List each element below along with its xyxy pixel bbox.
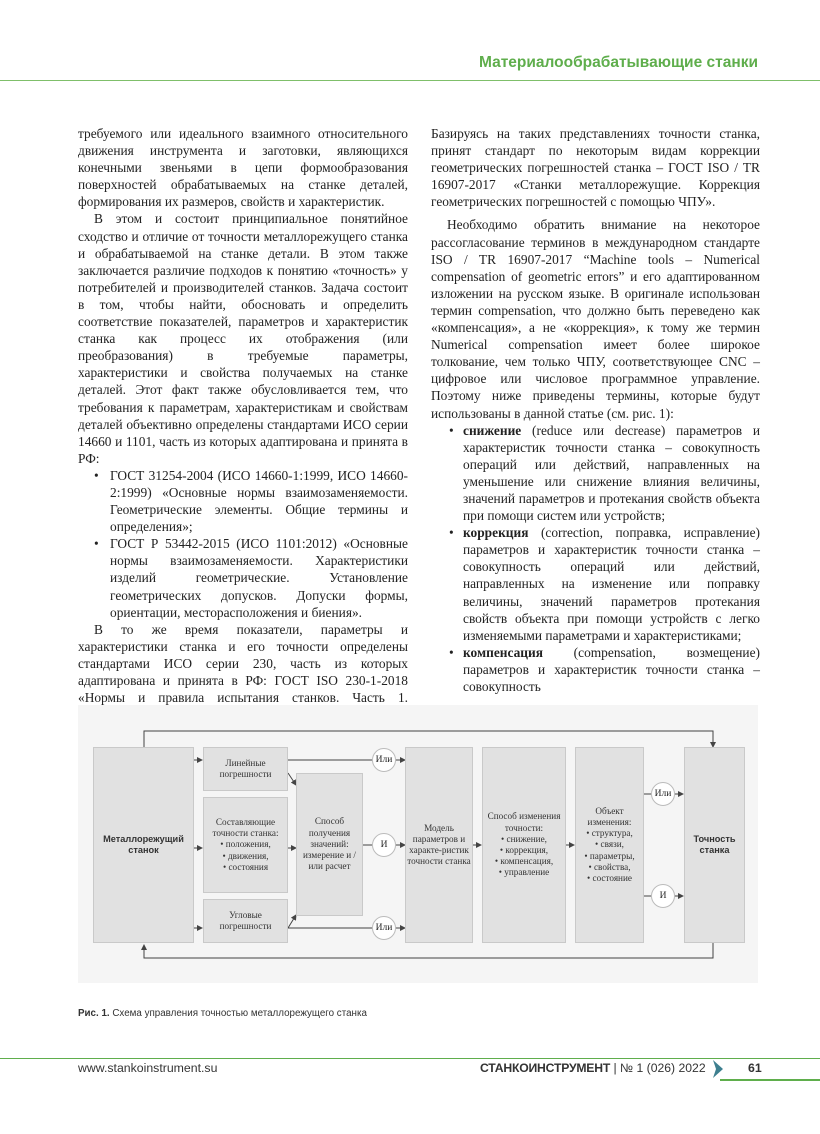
footer-divider <box>0 1058 820 1059</box>
header-divider <box>0 80 820 81</box>
or-node: Или <box>372 916 396 940</box>
term-item <box>463 644 760 695</box>
term-definition: (compensation, возмещение) параметров и характеристик точности станка – совокупность <box>463 644 760 694</box>
standard-item: • ГОСТ 31254-2004 (ИСО 14660-1:1999, ИСО 14660-2:1999) «Основные нормы взаимозаменяемости. Геометрические элементы. Общие термины и определения»; <box>110 467 408 535</box>
caption-text: Схема управления точностью металлорежущего станка <box>109 1008 367 1019</box>
right-paragraph-2: Необходимо обратить внимание на некоторое рассогласование терминов в международном стандарте ISO / TR 16907-2017 “Machine tools – Numerical compensation of geometric errors” и его адаптированном изложении на русском языке. В оригинале использован термин compensation, что должно быть переведено как «компенсация», а не «коррекция», к тому же термин Numerical compensation имеет более широкое толкование, чем только ЧПУ, соответствующее CNC – цифровое или числовое программное управление. Поэтому ниже приведены термины, которые будут использованы в данной статье (см. рис. 1): <box>431 217 760 421</box>
issue-number: № 1 (026) 2022 <box>620 1061 706 1075</box>
left-paragraph-1: требуемого или идеального взаимного относительного движения инструмента и заготовки, являющихся конечными звеньями в цепи формообразования поверхностей обрабатываемых на станке деталей, формирования их размеров, свойств и характеристик. <box>78 126 408 210</box>
angular-errors-box: Угловые погрешности <box>203 899 288 943</box>
linear-errors-box: Линейные погрешности <box>203 747 288 791</box>
term-item <box>463 524 760 644</box>
left-paragraph-2: В этом и состоит принципиальное понятийное сходство и отличие от точности металлорежущего станка и обрабатываемой на станке детали. В этом также заключается различие подходов к понятию «точность» у потребителей и производителей станков. Задача состоит в том, чтобы найти, обосновать и определить соответствие показателей, параметров и характеристик станка как процесс их отображения (или преобразования) в требуемые параметры, характеристики и свойства получаемых на станке деталей. Этот факт также обусловливается тем, что требования к параметрам, характеристикам и свойствам деталей объективно определены стандартами ИСО серии 14660 и 1101, часть из которых адаптирована и принята в РФ: <box>78 211 408 466</box>
term-name: снижение <box>463 422 522 438</box>
method-change-box: Способ изменения точности: • снижение, • коррекция, • компенсация, • управление <box>482 747 566 943</box>
term-item <box>463 422 760 525</box>
term-name: коррекция <box>463 525 529 541</box>
terms-list <box>431 422 760 696</box>
machine-box: Металлорежущий станок <box>93 747 194 943</box>
method-get-box: Способ получения значений: измерение и / или расчет <box>296 773 363 916</box>
figure-diagram <box>78 705 758 983</box>
page-number: 61 <box>748 1061 762 1075</box>
term-name: компенсация <box>463 644 543 660</box>
footer-url[interactable]: www.stankoinstrument.su <box>78 1061 218 1075</box>
and-node: И <box>372 833 396 857</box>
accuracy-box: Точность станка <box>684 747 745 943</box>
right-paragraph-1: Базируясь на таких представлениях точности станка, принят стандарт по некоторым видам коррекции геометрических погрешностей станка – ГОСТ ISO / TR 16907-2017 «Станки металлорежущие. Коррекция геометрических погрешностей с помощью ЧПУ». <box>431 126 760 210</box>
footer-magazine <box>480 1061 706 1075</box>
object-box: Объект изменения: • структура, • связи, • параметры, • свойства, • состояние <box>575 747 644 943</box>
section-title: Материалообрабатывающие станки <box>478 54 758 71</box>
chevron-right-icon <box>711 1059 725 1079</box>
footer-separator: | <box>610 1061 621 1075</box>
standard-item: • ГОСТ Р 53442-2015 (ИСО 1101:2012) «Основные нормы взаимозаменяемости. Характеристики изделий геометрические. Установление геометрических допусков. Допуски формы, ориентации, месторасположения и биения». <box>110 535 408 620</box>
model-box: Модель параметров и характе-ристик точности станка <box>405 747 473 943</box>
caption-label: Рис. 1. <box>78 1008 110 1019</box>
and-node: И <box>651 884 675 908</box>
or-node: Или <box>372 748 396 772</box>
components-box: Составляющие точности станка: • положения, • движения, • состояния <box>203 797 288 893</box>
left-column <box>78 125 408 740</box>
term-definition: (correction, поправка, исправление) параметров и характеристик точности станка – совокупность операций или действий, направленных на изменение или поправку величины, значений параметров протекания свойств объекта при помощи устройств с легко изменяемыми параметрами и характеристиками; <box>463 525 760 643</box>
right-column <box>431 125 760 695</box>
standards-list <box>78 467 408 621</box>
magazine-name: СТАНКОИНСТРУМЕНТ <box>480 1061 611 1075</box>
term-definition: (reduce или decrease) параметров и характеристик точности станка – совокупность операций или действий, направленных на уменьшение или снижение влияния величины, значений параметров и протекания свойств объекта при помощи систем или устройств; <box>463 422 760 524</box>
left-paragraph-3: В то же время показатели, параметры и характеристики станка и его точности определены стандартами ИСО серии 230, часть из которых адаптирована и принята в РФ: ГОСТ ISO 230-1-2018 «Нормы и правила испытания станков. Часть 1. <box>78 621 408 706</box>
figure-caption <box>78 1008 367 1019</box>
or-node: Или <box>651 782 675 806</box>
footer-accent-bar <box>720 1079 820 1081</box>
